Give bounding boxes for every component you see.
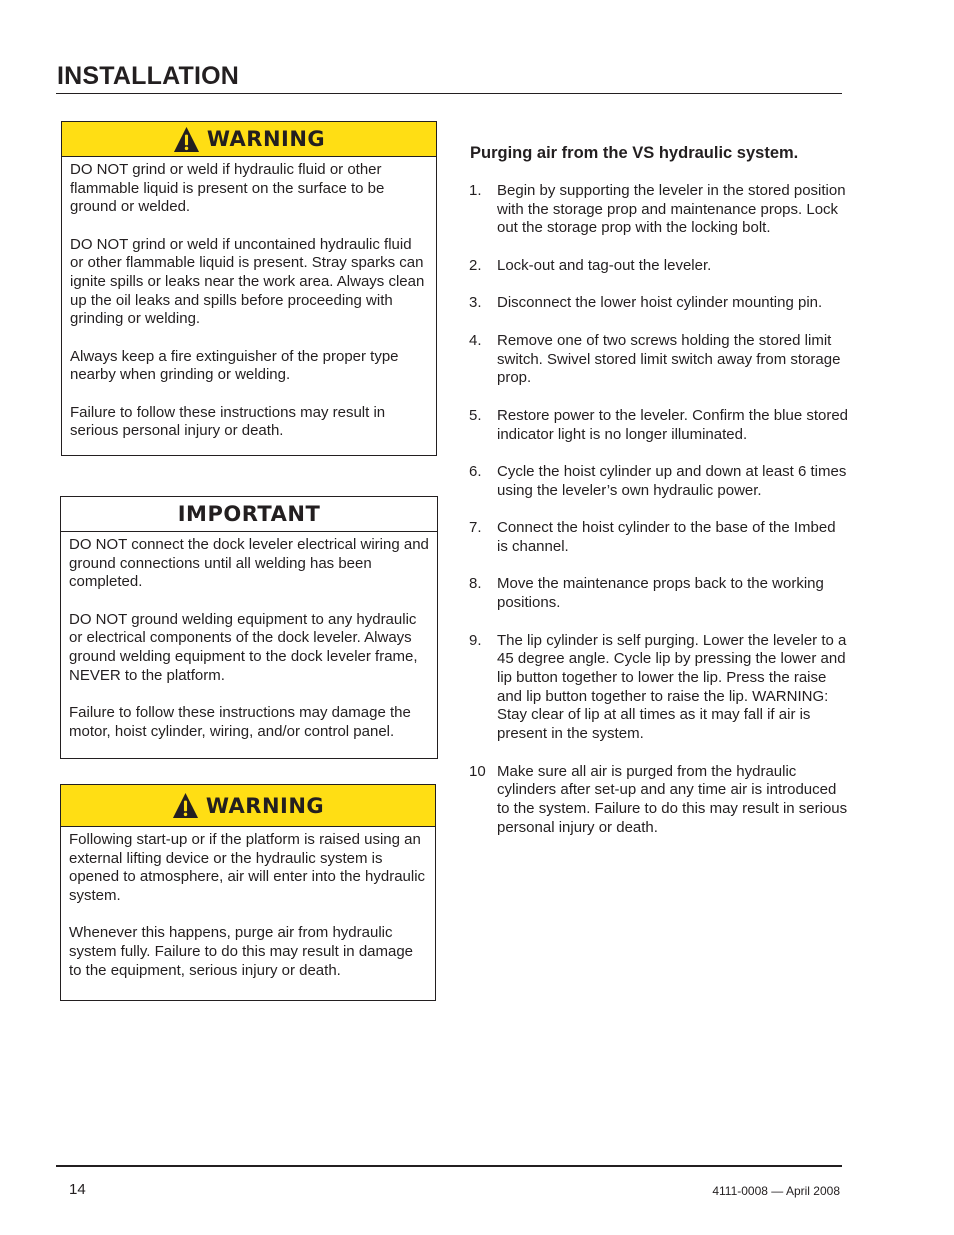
warning-box-welding: [61, 121, 437, 456]
list-item: [469, 257, 849, 276]
step-text: The lip cylinder is self purging. Lower the leveler to a 45 degree angle. Cycle lip by pressing the lower and lip button together to lower the lip. Press the raise and lip button together to raise the lip. WARNING: Stay clear of lip at all times as it may fall if air is present in the system.: [497, 631, 847, 743]
step-number: 2.: [469, 256, 482, 274]
document-id: 4111-0008 — April 2008: [712, 1184, 840, 1198]
step-number: 4.: [469, 331, 482, 349]
list-item: [469, 519, 849, 556]
step-text: Connect the hoist cylinder to the base of the Imbed is channel.: [497, 519, 836, 555]
step-text: Remove one of two screws holding the stored limit switch. Swivel stored limit switch away from storage prop.: [497, 331, 841, 387]
list-item: [469, 575, 849, 612]
important-label: IMPORTANT: [177, 502, 321, 526]
important-paragraph: DO NOT ground welding equipment to any hydraulic or electrical components of the dock leveler. Always ground welding equipment to the dock leveler frame, NEVER to the platform.: [69, 610, 418, 684]
step-number: 1.: [469, 182, 482, 199]
warning-paragraph: Failure to follow these instructions may result in serious personal injury or death.: [70, 403, 386, 440]
step-number: 9.: [469, 631, 482, 649]
page-title: INSTALLATION: [57, 62, 240, 90]
warning-header: [61, 785, 435, 827]
important-header: [61, 497, 437, 532]
warning-paragraph: DO NOT grind or weld if hydraulic fluid or other flammable liquid is present on the surface to be ground or welded.: [70, 161, 385, 216]
warning-body: [62, 157, 436, 441]
step-number: 7.: [469, 519, 482, 537]
list-item: [469, 332, 849, 388]
warning-paragraph: DO NOT grind or weld if uncontained hydraulic fluid or other flammable liquid is present. Stray sparks can ignite spills or leaks near the work area. Always clean up the oil leaks and spills before proceeding with grinding or welding.: [70, 235, 425, 328]
important-box: [60, 496, 438, 759]
list-item: [469, 182, 849, 238]
page-number: 14: [69, 1181, 86, 1198]
step-number: 5.: [469, 406, 482, 424]
step-text: Move the maintenance props back to the working positions.: [497, 575, 824, 612]
step-number: 3.: [469, 294, 482, 312]
step-number: 6.: [469, 463, 482, 481]
list-item: [469, 763, 849, 838]
step-text: Make sure all air is purged from the hydraulic cylinders after set-up and any time air is introduced to the system. Failure to do this may result in serious personal injury or death.: [497, 762, 848, 836]
step-text: Begin by supporting the leveler in the stored position with the storage prop and maintenance props. Lock out the storage prop with the locking bolt.: [497, 182, 846, 237]
warning-paragraph: Always keep a fire extinguisher of the proper type nearby when grinding or welding.: [70, 347, 399, 384]
important-paragraph: DO NOT connect the dock leveler electrical wiring and ground connections until all welding has been completed.: [69, 536, 429, 591]
step-text: Cycle the hoist cylinder up and down at least 6 times using the leveler’s own hydraulic power.: [497, 463, 847, 499]
important-paragraph: Failure to follow these instructions may damage the motor, hoist cylinder, wiring, and/or control panel.: [69, 703, 411, 740]
warning-label: WARNING: [206, 127, 326, 151]
warning-triangle-icon: [172, 792, 199, 819]
warning-body: [61, 827, 435, 980]
section-heading: Purging air from the VS hydraulic system.: [470, 144, 799, 162]
step-number: 8.: [469, 575, 482, 593]
important-body: [61, 532, 437, 741]
step-number: 10: [469, 762, 486, 780]
warning-label: WARNING: [205, 793, 325, 818]
warning-paragraph: Following start-up or if the platform is raised using an external lifting device or the hydraulic system is opened to atmosphere, air will enter into the hydraulic system.: [69, 831, 426, 905]
step-text: Lock-out and tag-out the leveler.: [497, 256, 712, 274]
purging-steps-list: [469, 182, 849, 856]
warning-triangle-icon: [173, 126, 200, 153]
warning-paragraph: Whenever this happens, purge air from hydraulic system fully. Failure to do this may result in damage to the equipment, serious injury or death.: [69, 924, 414, 979]
header-rule: [56, 93, 842, 94]
warning-box-air: [60, 784, 436, 1001]
list-item: [469, 463, 849, 500]
step-text: Disconnect the lower hoist cylinder mounting pin.: [497, 294, 823, 312]
list-item: [469, 632, 849, 744]
warning-header: [62, 122, 436, 157]
list-item: [469, 294, 849, 313]
footer-rule: [56, 1165, 842, 1167]
list-item: [469, 407, 849, 444]
step-text: Restore power to the leveler. Confirm the blue stored indicator light is no longer illuminated.: [497, 406, 849, 443]
